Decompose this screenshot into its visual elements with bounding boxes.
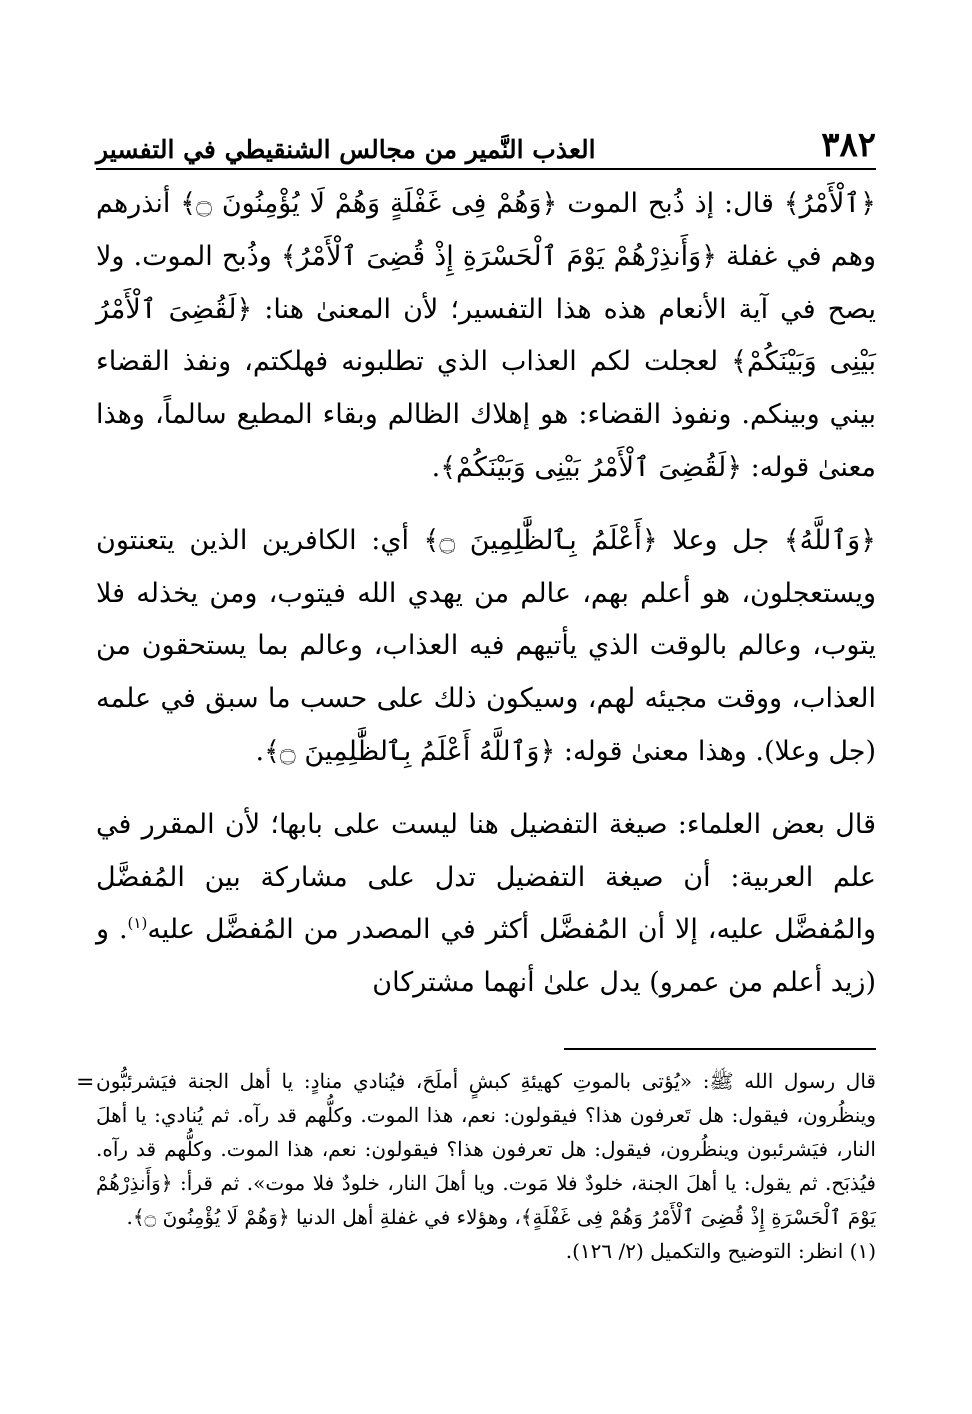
paragraph-2: ﴿وَٱللَّهُ﴾ جل وعلا ﴿أَعْلَمُ بِٱلظَّٰلِمِينَ ۝﴾ أي: الكافرين الذين يتعنتون ويستعجلون، هو أعلم بهم، عالم من يهدي الله فيتوب، ومن يخذله فلا يتوب، وعالم بالوقت الذي يأتيهم فيه العذاب، وعالم بما يستحقون من العذاب، ووقت مجيئه لهم، وسيكون ذلك على حسب ما سبق في علمه (جل وعلا). وهذا معنىٰ قوله: ﴿وَٱللَّهُ أَعْلَمُ بِٱلظَّٰلِمِينَ ۝﴾. [96,524,876,767]
footnotes [76,1064,876,1268]
footnote-continuation-marker: = [76,1070,95,1095]
paragraph-3-tail: . و (زيد أعلم من عمرو) يدل علىٰ أنهما مشتركان [96,914,876,999]
footnote-continuation: قال رسول الله ﷺ: «يُؤتى بالموتِ كهيئةِ كبشٍ أملَحَ، فيُنادي منادٍ: يا أهل الجنة فيَشرئبُّون وينظُرون، فيقول: هل تَعرفون هذا؟ فيقولون: نعم، هذا الموت. وكلُّهم قد رآه. ثم يُنادي: يا أهلَ النار، فيَشرئبون وينظُرون، فيقول: هل تعرفون هذا؟ فيقولون: نعم، هذا الموت. وكلُّهم قد رآه. فيُذبَح. ثم يقول: يا أهلَ الجنة، خلودٌ فلا مَوت. ويا أهلَ النار، خلودٌ فلا موت». ثم قرأ: ﴿وَأَنذِرْهُمْ يَوْمَ ٱلْحَسْرَةِ إِذْ قُضِىَ ٱلْأَمْرُ وَهُمْ فِى غَفْلَةٍ﴾، وهؤلاء في غفلةِ أهل الدنيا ﴿وَهُمْ لَا يُؤْمِنُونَ ۝﴾. [96,1069,876,1229]
footnote-reference: (١) [127,914,148,933]
paragraph-3-text: قال بعض العلماء: صيغة التفضيل هنا ليست على بابها؛ لأن المقرر في علم العربية: أن صيغة التفضيل تدل على مشاركة بين المُفضَّل والمُفضَّل عليه، إلا أن المُفضَّل أكثر في المصدر من المُفضَّل عليه [96,808,876,946]
paragraph-3 [96,799,876,1010]
running-title: العذب النَّمير من مجالس الشنقيطي في التفسير [96,135,596,164]
paragraph-1: ﴿ٱلْأَمْرُ﴾ قال: إذ ذُبح الموت ﴿وَهُمْ فِى غَفْلَةٍ وَهُمْ لَا يُؤْمِنُونَ ۝﴾ أنذرهم وهم في غفلة ﴿وَأَنذِرْهُمْ يَوْمَ ٱلْحَسْرَةِ إِذْ قُضِىَ ٱلْأَمْرُ﴾ وذُبح الموت. ولا يصح في آية الأنعام هذه هذا التفسير؛ لأن المعنىٰ هنا: ﴿لَقُضِىَ ٱلْأَمْرُ بَيْنِى وَبَيْنَكُمْ﴾ لعجلت لكم العذاب الذي تطلبونه فهلكتم، ونفذ القضاء بيني وبينكم. ونفوذ القضاء: هو إهلاك الظالم وبقاء المطيع سالماً، وهذا معنىٰ قوله: ﴿لَقُضِىَ ٱلْأَمْرُ بَيْنِى وَبَيْنَكُمْ﴾. [96,188,876,483]
page-number: ٣٨٢ [821,125,876,165]
footnote-1: (١) انظر: التوضيح والتكميل (٢/ ١٢٦). [565,1239,876,1263]
main-text [96,178,876,1010]
footnote-divider [564,1048,876,1050]
page-header [96,112,876,170]
